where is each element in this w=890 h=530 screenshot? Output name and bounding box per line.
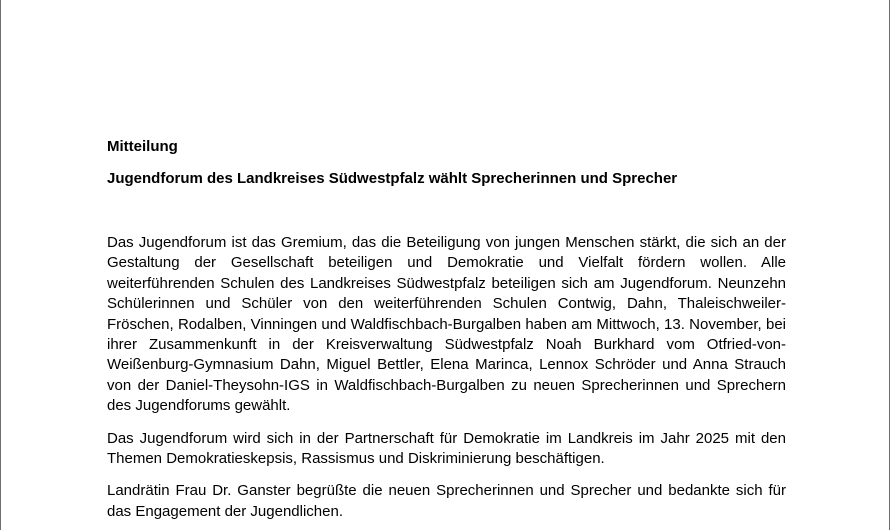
body-paragraph-3: Landrätin Frau Dr. Ganster begrüßte die neuen Sprecherinnen und Sprecher und bedankte sich für das Engagement der Jugendlichen.: [107, 482, 786, 520]
document-title: Jugendforum des Landkreises Südwestpfalz wählt Sprecherinnen und Sprecher: [107, 170, 678, 187]
document-content: [107, 137, 786, 522]
body-paragraph-1: Das Jugendforum ist das Gremium, das die Beteiligung von jungen Menschen stärkt, die sich an der Gestaltung der Gesellschaft beteiligen und Demokratie und Vielfalt fördern wollen. Alle weiterführenden Schulen des Landkreises Südwestpfalz beteiligen sich am Jugendforum. Neunzehn Schülerinnen und Schüler von den weiterführenden Schulen Contwig, Dahn, Thaleischweiler-Fröschen, Rodalben, Vinningen und Waldfischbach-Burgalben haben am Mittwoch, 13. November, bei ihrer Zusammenkunft in der Kreisverwaltung Südwestpfalz Noah Burkhard vom Otfried-von-Weißenburg-Gymnasium Dahn, Miguel Bettler, Elena Marinca, Lennox Schröder und Anna Strauch von der Daniel-Theysohn-IGS in Waldfischbach-Burgalben zu neuen Sprecherinnen und Sprechern des Jugendforums gewählt.: [107, 234, 786, 415]
body-paragraph-2: Das Jugendforum wird sich in der Partnerschaft für Demokratie im Landkreis im Jahr 2025 mit den Themen Demokratieskepsis, Rassismus und Diskriminierung beschäftigen.: [107, 429, 786, 468]
document-label: Mitteilung: [107, 138, 178, 155]
